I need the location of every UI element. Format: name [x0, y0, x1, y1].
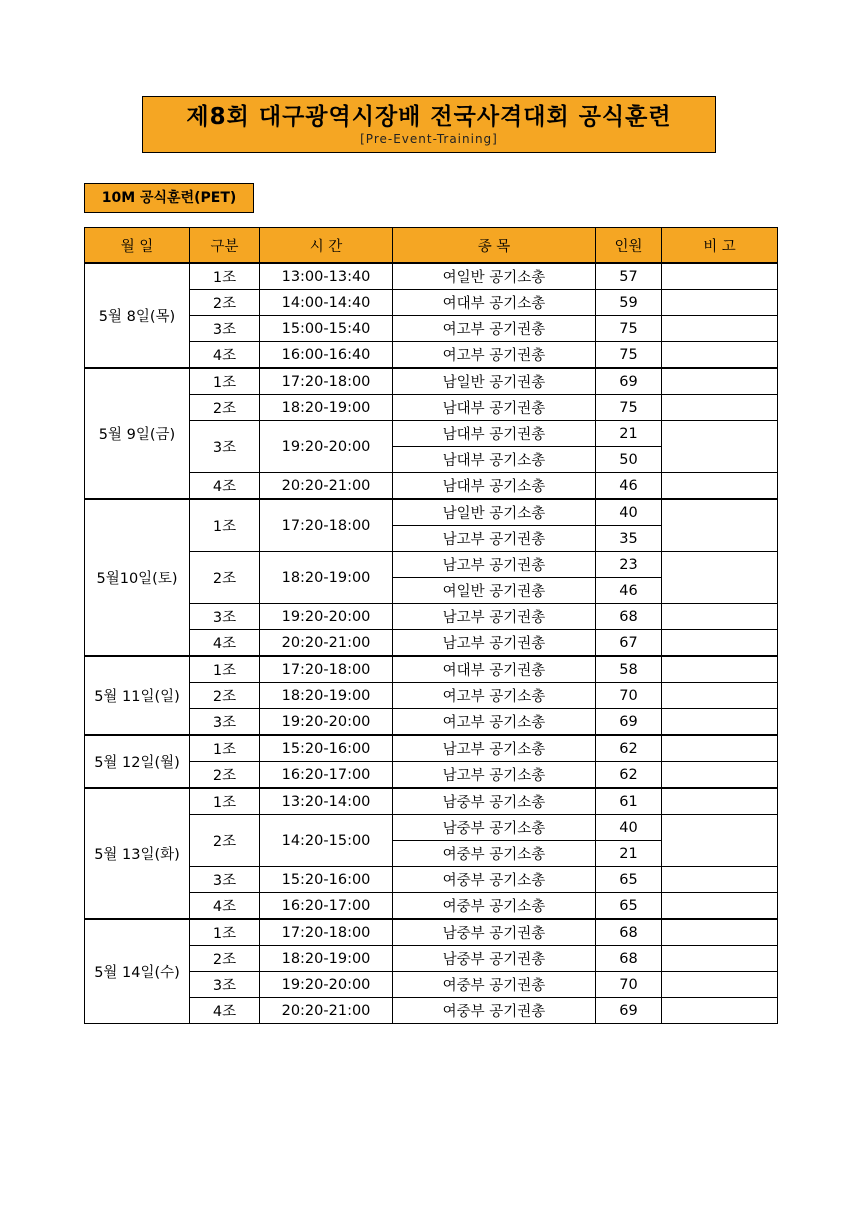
note-cell [662, 867, 778, 893]
header-row [85, 228, 778, 264]
table-row [85, 919, 778, 946]
page-subtitle: [Pre-Event-Training] [360, 132, 498, 146]
time-cell: 14:20-15:00 [260, 815, 393, 867]
note-cell [662, 473, 778, 500]
event-cell: 여중부 공기소총 [393, 893, 596, 920]
time-cell: 18:20-19:00 [260, 395, 393, 421]
note-cell [662, 552, 778, 604]
note-cell [662, 946, 778, 972]
event-cell: 남고부 공기소총 [393, 762, 596, 789]
count-cell: 65 [596, 893, 662, 920]
group-cell: 3조 [190, 709, 260, 736]
count-cell: 23 [596, 552, 662, 578]
table-row [85, 788, 778, 815]
date-cell: 5월 13일(화) [85, 788, 190, 919]
time-cell: 15:20-16:00 [260, 867, 393, 893]
group-cell: 3조 [190, 867, 260, 893]
event-cell: 남중부 공기권총 [393, 946, 596, 972]
time-cell: 20:20-21:00 [260, 473, 393, 500]
event-cell: 여중부 공기소총 [393, 841, 596, 867]
count-cell: 59 [596, 290, 662, 316]
group-cell: 4조 [190, 893, 260, 920]
count-cell: 69 [596, 368, 662, 395]
time-cell: 17:20-18:00 [260, 368, 393, 395]
event-cell: 여중부 공기권총 [393, 998, 596, 1024]
date-cell: 5월 12일(월) [85, 735, 190, 788]
event-cell: 여고부 공기소총 [393, 683, 596, 709]
group-cell: 1조 [190, 735, 260, 762]
note-cell [662, 815, 778, 867]
date-cell: 5월 8일(목) [85, 263, 190, 368]
group-cell: 2조 [190, 815, 260, 867]
group-cell: 3조 [190, 604, 260, 630]
time-cell: 17:20-18:00 [260, 499, 393, 552]
count-cell: 62 [596, 735, 662, 762]
note-cell [662, 368, 778, 395]
group-cell: 4조 [190, 473, 260, 500]
event-cell: 남대부 공기권총 [393, 395, 596, 421]
event-cell: 여일반 공기소총 [393, 263, 596, 290]
event-cell: 남고부 공기권총 [393, 604, 596, 630]
time-cell: 16:20-17:00 [260, 893, 393, 920]
group-cell: 1조 [190, 656, 260, 683]
group-cell: 4조 [190, 630, 260, 657]
time-cell: 20:20-21:00 [260, 998, 393, 1024]
count-cell: 75 [596, 316, 662, 342]
date-cell: 5월10일(토) [85, 499, 190, 656]
count-cell: 40 [596, 815, 662, 841]
note-cell [662, 290, 778, 316]
note-cell [662, 499, 778, 552]
group-cell: 1조 [190, 499, 260, 552]
count-cell: 46 [596, 473, 662, 500]
event-cell: 남고부 공기권총 [393, 630, 596, 657]
event-cell: 남일반 공기소총 [393, 499, 596, 526]
page-title: 제8회 대구광역시장배 전국사격대회 공식훈련 [186, 104, 672, 130]
time-cell: 18:20-19:00 [260, 946, 393, 972]
count-cell: 50 [596, 447, 662, 473]
time-cell: 16:20-17:00 [260, 762, 393, 789]
count-cell: 62 [596, 762, 662, 789]
event-cell: 남일반 공기권총 [393, 368, 596, 395]
group-cell: 2조 [190, 395, 260, 421]
count-cell: 46 [596, 578, 662, 604]
date-cell: 5월 14일(수) [85, 919, 190, 1024]
count-cell: 70 [596, 683, 662, 709]
group-cell: 1조 [190, 263, 260, 290]
schedule-table [84, 227, 778, 1024]
note-cell [662, 998, 778, 1024]
time-cell: 18:20-19:00 [260, 552, 393, 604]
note-cell [662, 342, 778, 369]
note-cell [662, 263, 778, 290]
note-cell [662, 709, 778, 736]
group-cell: 2조 [190, 946, 260, 972]
count-cell: 35 [596, 526, 662, 552]
count-cell: 40 [596, 499, 662, 526]
group-cell: 1조 [190, 368, 260, 395]
count-cell: 57 [596, 263, 662, 290]
group-cell: 1조 [190, 788, 260, 815]
note-cell [662, 316, 778, 342]
count-cell: 68 [596, 919, 662, 946]
event-cell: 여대부 공기소총 [393, 290, 596, 316]
time-cell: 15:00-15:40 [260, 316, 393, 342]
note-cell [662, 630, 778, 657]
count-cell: 69 [596, 998, 662, 1024]
count-cell: 75 [596, 342, 662, 369]
section-label: 10M 공식훈련(PET) [84, 183, 254, 213]
note-cell [662, 762, 778, 789]
group-cell: 2조 [190, 683, 260, 709]
group-cell: 2조 [190, 290, 260, 316]
note-cell [662, 395, 778, 421]
count-cell: 21 [596, 841, 662, 867]
event-cell: 남중부 공기소총 [393, 815, 596, 841]
count-cell: 69 [596, 709, 662, 736]
header-count: 인원 [596, 228, 662, 264]
event-cell: 여고부 공기권총 [393, 316, 596, 342]
note-cell [662, 788, 778, 815]
header-event: 종 목 [393, 228, 596, 264]
note-cell [662, 656, 778, 683]
count-cell: 75 [596, 395, 662, 421]
event-cell: 남고부 공기소총 [393, 735, 596, 762]
group-cell: 2조 [190, 762, 260, 789]
note-cell [662, 972, 778, 998]
count-cell: 68 [596, 604, 662, 630]
count-cell: 67 [596, 630, 662, 657]
note-cell [662, 735, 778, 762]
count-cell: 65 [596, 867, 662, 893]
time-cell: 15:20-16:00 [260, 735, 393, 762]
event-cell: 여중부 공기권총 [393, 972, 596, 998]
time-cell: 20:20-21:00 [260, 630, 393, 657]
event-cell: 여고부 공기소총 [393, 709, 596, 736]
time-cell: 13:20-14:00 [260, 788, 393, 815]
table-row [85, 368, 778, 395]
event-cell: 남고부 공기권총 [393, 526, 596, 552]
note-cell [662, 604, 778, 630]
event-cell: 여중부 공기소총 [393, 867, 596, 893]
note-cell [662, 683, 778, 709]
time-cell: 17:20-18:00 [260, 919, 393, 946]
note-cell [662, 919, 778, 946]
group-cell: 4조 [190, 998, 260, 1024]
table-row [85, 656, 778, 683]
event-cell: 남대부 공기소총 [393, 473, 596, 500]
count-cell: 21 [596, 421, 662, 447]
table-row [85, 263, 778, 290]
header-time: 시 간 [260, 228, 393, 264]
header-note: 비 고 [662, 228, 778, 264]
time-cell: 16:00-16:40 [260, 342, 393, 369]
count-cell: 68 [596, 946, 662, 972]
date-cell: 5월 9일(금) [85, 368, 190, 499]
note-cell [662, 421, 778, 473]
header-date: 월 일 [85, 228, 190, 264]
event-cell: 남대부 공기소총 [393, 447, 596, 473]
group-cell: 3조 [190, 316, 260, 342]
event-cell: 여고부 공기권총 [393, 342, 596, 369]
table-row [85, 735, 778, 762]
count-cell: 70 [596, 972, 662, 998]
event-cell: 남고부 공기권총 [393, 552, 596, 578]
event-cell: 남중부 공기소총 [393, 788, 596, 815]
event-cell: 남대부 공기권총 [393, 421, 596, 447]
title-banner [142, 96, 716, 153]
time-cell: 19:20-20:00 [260, 972, 393, 998]
date-cell: 5월 11일(일) [85, 656, 190, 735]
count-cell: 58 [596, 656, 662, 683]
time-cell: 19:20-20:00 [260, 604, 393, 630]
time-cell: 17:20-18:00 [260, 656, 393, 683]
group-cell: 3조 [190, 421, 260, 473]
event-cell: 여일반 공기권총 [393, 578, 596, 604]
count-cell: 61 [596, 788, 662, 815]
schedule-body [85, 263, 778, 1024]
group-cell: 2조 [190, 552, 260, 604]
time-cell: 13:00-13:40 [260, 263, 393, 290]
event-cell: 남중부 공기권총 [393, 919, 596, 946]
time-cell: 14:00-14:40 [260, 290, 393, 316]
group-cell: 3조 [190, 972, 260, 998]
note-cell [662, 893, 778, 920]
table-row [85, 499, 778, 526]
group-cell: 1조 [190, 919, 260, 946]
event-cell: 여대부 공기권총 [393, 656, 596, 683]
time-cell: 19:20-20:00 [260, 421, 393, 473]
time-cell: 18:20-19:00 [260, 683, 393, 709]
group-cell: 4조 [190, 342, 260, 369]
time-cell: 19:20-20:00 [260, 709, 393, 736]
header-group: 구분 [190, 228, 260, 264]
